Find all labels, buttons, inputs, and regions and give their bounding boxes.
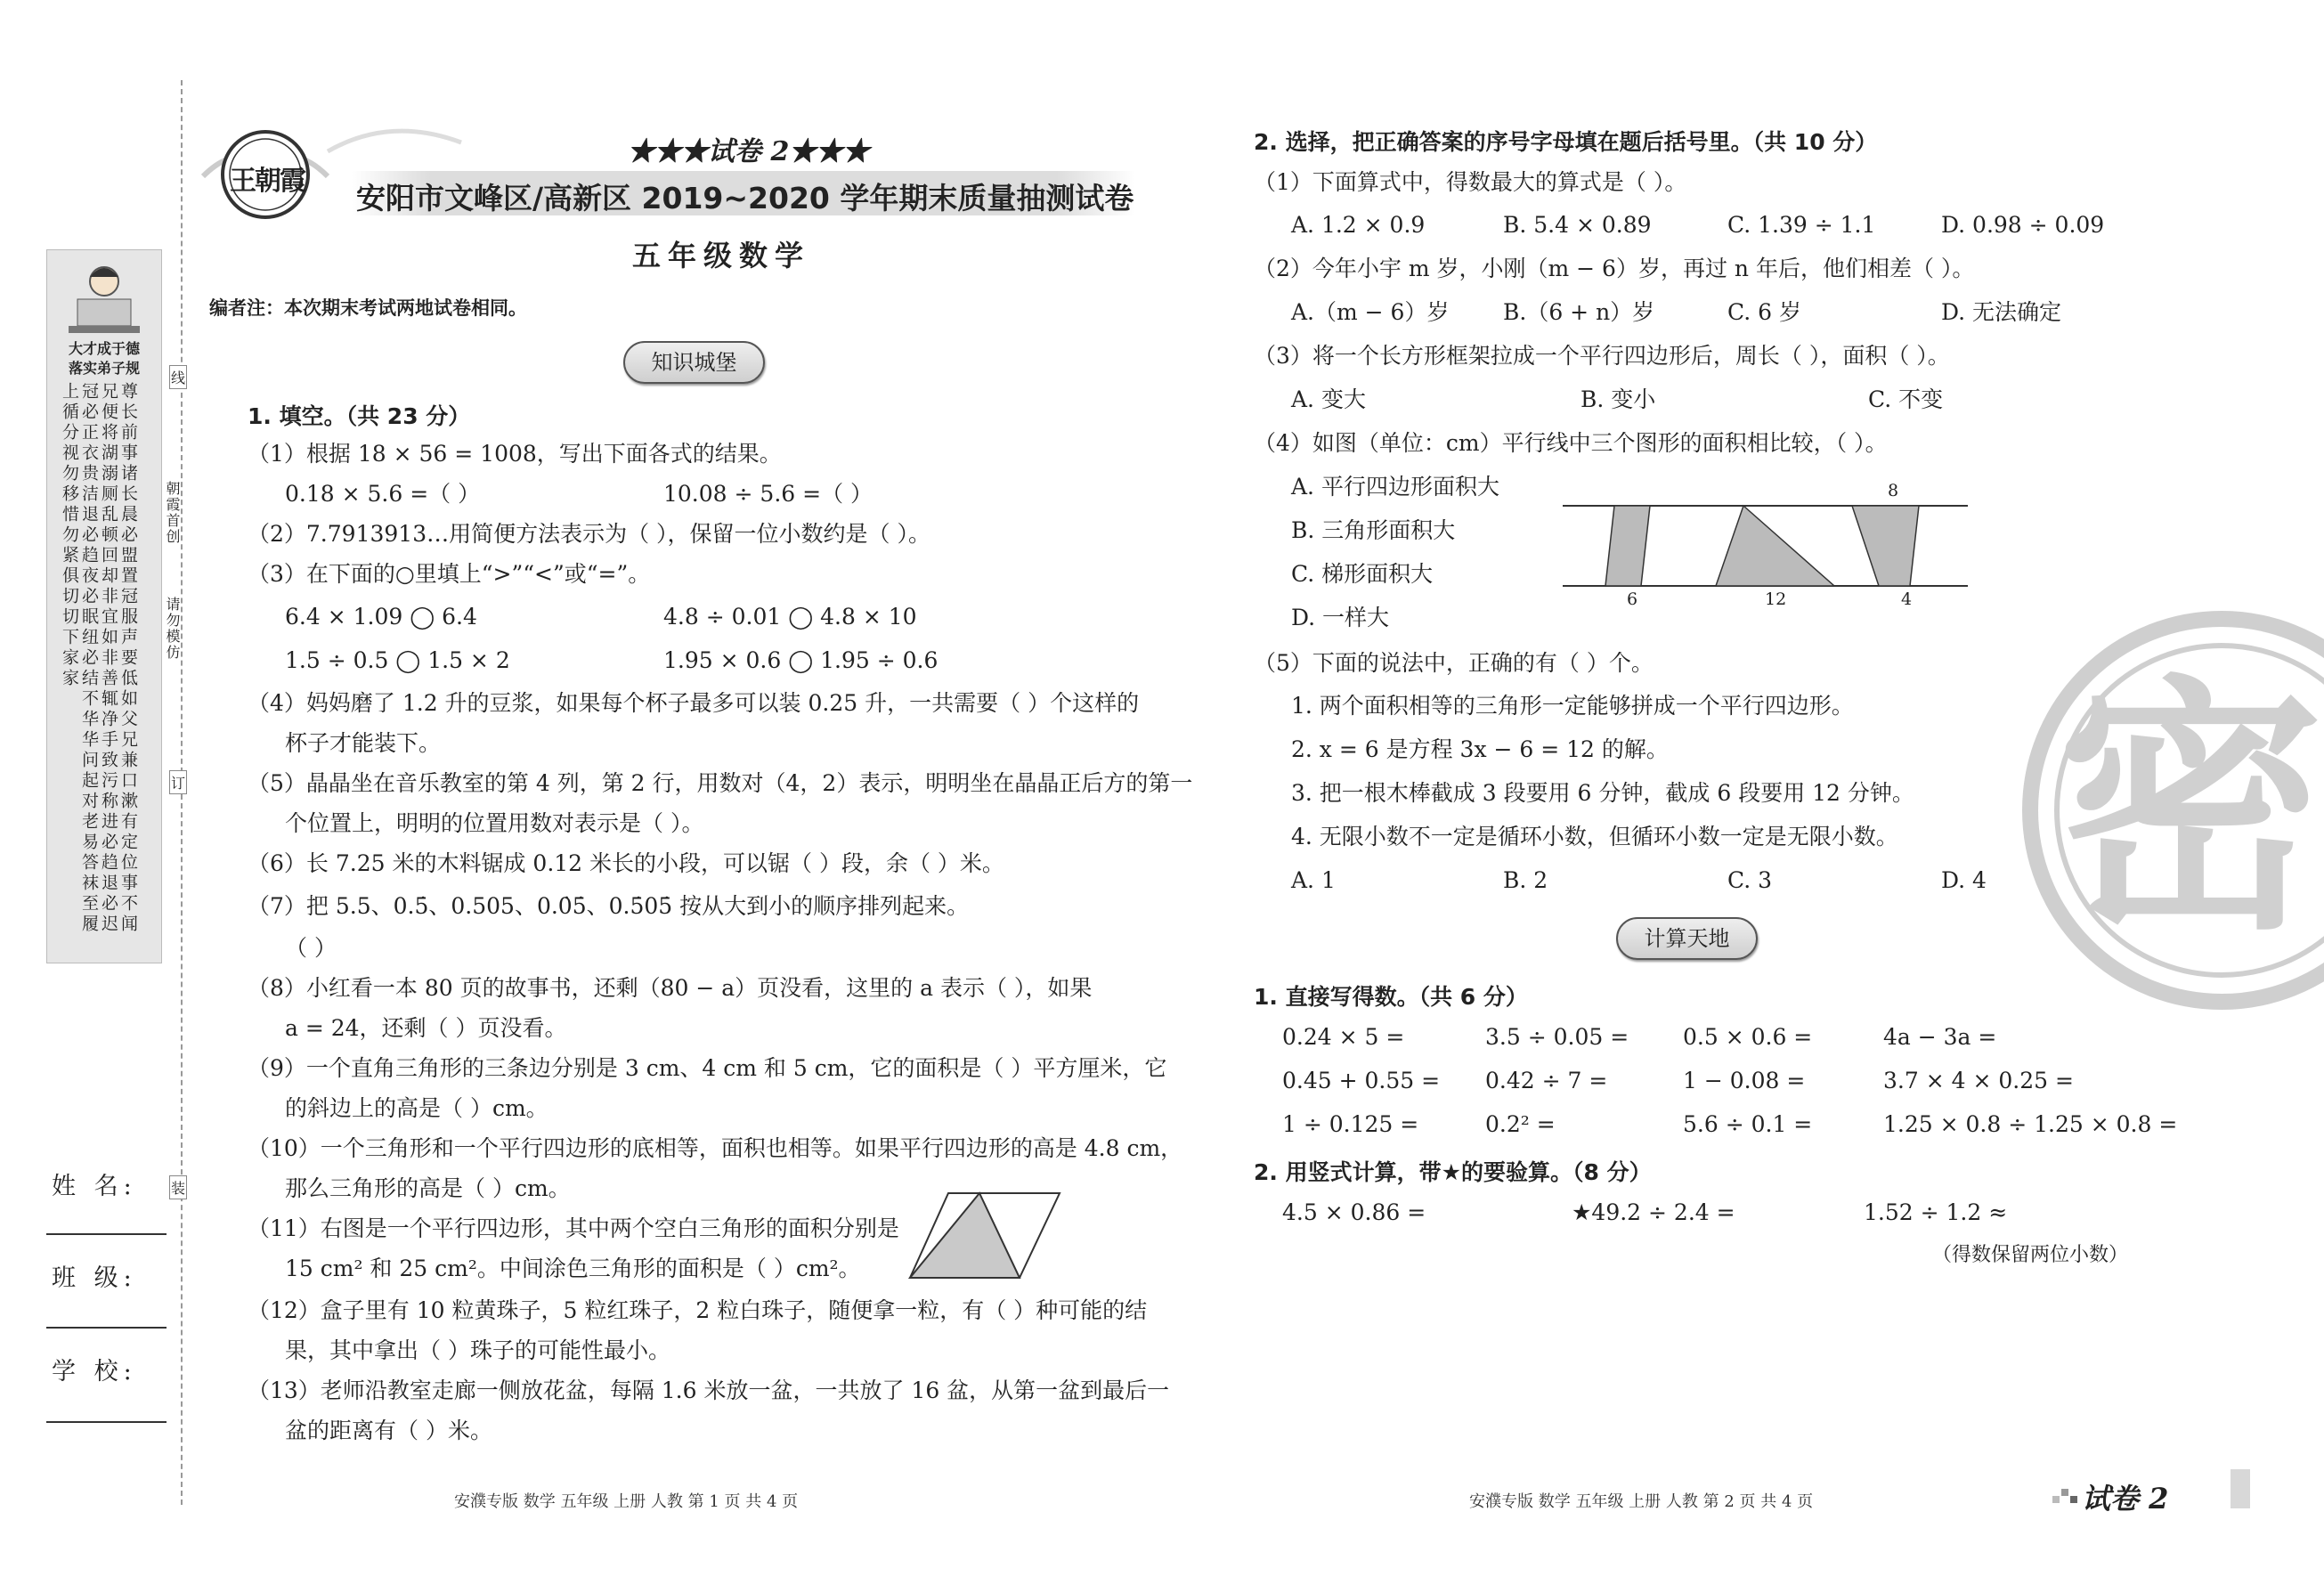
name-field[interactable] bbox=[46, 1233, 167, 1235]
fig-label-8: 8 bbox=[1888, 481, 1899, 500]
vertical-note-1: 朝霞首创 bbox=[164, 481, 181, 545]
c1-r2-b[interactable]: 0.42 ÷ 7 = bbox=[1485, 1068, 1608, 1093]
q1-1: （1）根据 18 × 56 = 1008，写出下面各式的结果。 bbox=[248, 441, 782, 467]
section-pill-knowledge: 知识城堡 bbox=[623, 341, 765, 384]
q1-5: （5）晶晶坐在音乐教室的第 4 列，第 2 行，用数对（4，2）表示，明明坐在晶晶正后方的第一 bbox=[248, 770, 1193, 796]
stamp-character: 密 bbox=[2057, 654, 2324, 965]
c1-r1-d[interactable]: 4a − 3a = bbox=[1883, 1024, 1997, 1050]
banner-line-2: 落实弟子规 bbox=[68, 360, 140, 377]
c2-b[interactable]: ★49.2 ÷ 2.4 = bbox=[1572, 1199, 1735, 1225]
q1-2: （2）7.7913913…用简便方法表示为（ ），保留一位小数约是（ ）。 bbox=[248, 521, 930, 547]
q1-3-d: 1.95 × 0.6 ◯ 1.95 ÷ 0.6 bbox=[663, 647, 939, 673]
q2-1-b[interactable]: B. 5.4 × 0.89 bbox=[1503, 212, 1652, 238]
q2-2-a[interactable]: A.（m − 6）岁 bbox=[1291, 299, 1450, 325]
q1-7-answer[interactable]: （ ） bbox=[285, 935, 337, 961]
main-title: 安阳市文峰区/高新区 2019~2020 学年期末质量抽测试卷 bbox=[356, 181, 1134, 215]
sidebar-panel bbox=[46, 249, 162, 963]
mascot-image bbox=[60, 259, 149, 339]
editor-note: 编者注：本次期末考试两地试卷相同。 bbox=[209, 297, 527, 319]
q2-5-s1: 1. 两个面积相等的三角形一定能够拼成一个平行四边形。 bbox=[1291, 693, 1854, 719]
q1-4: （4）妈妈磨了 1.2 升的豆浆，如果每个杯子最多可以装 0.25 升，一共需要（ ）个这样的 bbox=[248, 690, 1140, 716]
parallel-lines-figure bbox=[1563, 481, 1972, 641]
q2-1-d[interactable]: D. 0.98 ÷ 0.09 bbox=[1941, 212, 2105, 238]
subject-title: 五年级数学 bbox=[632, 239, 811, 272]
q2-1-a[interactable]: A. 1.2 × 0.9 bbox=[1291, 212, 1426, 238]
class-field[interactable] bbox=[46, 1327, 167, 1329]
q2-5-b[interactable]: B. 2 bbox=[1503, 867, 1548, 893]
q1-7: （7）把 5.5、0.5̇、0.505、0.0̇5̇、0.5̇05̇ 按从大到小的顺序排列起来。 bbox=[248, 893, 970, 919]
q1-4-cont: 杯子才能装下。 bbox=[285, 730, 442, 756]
q2-5-d[interactable]: D. 4 bbox=[1941, 867, 1987, 893]
parallelogram-figure bbox=[908, 1189, 1064, 1282]
c1-r3-c[interactable]: 5.6 ÷ 0.1 = bbox=[1683, 1111, 1813, 1137]
q1-13-cont: 盆的距离有（ ）米。 bbox=[285, 1418, 492, 1443]
c1-r3-a[interactable]: 1 ÷ 0.125 = bbox=[1282, 1111, 1419, 1137]
q1-1-b: 10.08 ÷ 5.6 =（ ） bbox=[663, 481, 874, 507]
q2-5-c[interactable]: C. 3 bbox=[1727, 867, 1773, 893]
c1-r2-d[interactable]: 3.7 × 4 × 0.25 = bbox=[1883, 1068, 2074, 1093]
c1-r3-b[interactable]: 0.2² = bbox=[1485, 1111, 1556, 1137]
q2-title: 2. 选择，把正确答案的序号字母填在题后括号里。（共 10 分） bbox=[1254, 129, 1878, 155]
q1-3-b: 4.8 ÷ 0.01 ◯ 4.8 × 10 bbox=[663, 604, 917, 630]
dizigui-column: 尊长前事诸长晨必盟置冠服声要低如父兄兼口漱有定位事不闻兄便将湖溺厕乱顿回却非宜如非善辄净手致污称进必趋退必迟冠必正衣贵洁退必趋夜必眠纽必结不华华问起对老易答袜至履上循分视勿移惜勿紧俱切切下家家 bbox=[60, 382, 138, 935]
q1-3-a: 6.4 × 1.09 ◯ 6.4 bbox=[285, 604, 477, 630]
c1-r1-a[interactable]: 0.24 × 5 = bbox=[1282, 1024, 1405, 1050]
c1-r2-a[interactable]: 0.45 + 0.55 = bbox=[1282, 1068, 1441, 1093]
q1-title: 1. 填空。（共 23 分） bbox=[248, 403, 471, 429]
q1-9: （9）一个直角三角形的三条边分别是 3 cm、4 cm 和 5 cm，它的面积是（ ）平方厘米，它 bbox=[248, 1055, 1167, 1081]
school-label: 学 校: bbox=[52, 1358, 137, 1386]
q2-3-a[interactable]: A. 变大 bbox=[1291, 386, 1366, 412]
dizigui-text bbox=[60, 382, 158, 952]
name-label: 姓 名: bbox=[52, 1173, 137, 1200]
q1-10: （10）一个三角形和一个平行四边形的底相等，面积也相等。如果平行四边形的高是 4.8 cm， bbox=[248, 1135, 1183, 1161]
corner-tab bbox=[2231, 1469, 2250, 1508]
footer-left: 安濮专版 数学 五年级 上册 人教 第 1 页 共 4 页 bbox=[454, 1492, 799, 1511]
q1-8: （8）小红看一本 80 页的故事书，还剩（80 − a）页没看，这里的 a 表示（ ），如果 bbox=[248, 975, 1093, 1001]
q1-11-cont: 15 cm² 和 25 cm²。中间涂色三角形的面积是（ ）cm²。 bbox=[285, 1256, 861, 1281]
c1-r3-d[interactable]: 1.25 × 0.8 ÷ 1.25 × 0.8 = bbox=[1883, 1111, 2178, 1137]
footer-right: 安濮专版 数学 五年级 上册 人教 第 2 页 共 4 页 bbox=[1469, 1492, 1814, 1511]
q1-12-cont: 果，其中拿出（ ）珠子的可能性最小。 bbox=[285, 1337, 670, 1363]
fig-label-6: 6 bbox=[1627, 589, 1638, 609]
cut-mark-3: 装 bbox=[169, 1175, 187, 1199]
vertical-note-2: 请勿模仿 bbox=[164, 597, 181, 661]
c2-a[interactable]: 4.5 × 0.86 = bbox=[1282, 1199, 1426, 1225]
q2-4-c[interactable]: C. 梯形面积大 bbox=[1291, 561, 1434, 587]
q1-10-cont: 那么三角形的高是（ ）cm。 bbox=[285, 1175, 571, 1201]
section-pill-calculation: 计算天地 bbox=[1616, 917, 1758, 960]
fig-label-4: 4 bbox=[1901, 589, 1913, 609]
q1-11: （11）右图是一个平行四边形，其中两个空白三角形的面积分别是 bbox=[248, 1215, 899, 1241]
q2-2-b[interactable]: B.（6 + n）岁 bbox=[1503, 299, 1655, 325]
cut-mark-1: 线 bbox=[169, 365, 187, 389]
q2-4-a[interactable]: A. 平行四边形面积大 bbox=[1291, 474, 1499, 500]
q2-5-s2: 2. x = 6 是方程 3x − 6 = 12 的解。 bbox=[1291, 736, 1669, 762]
q2-5-s3: 3. 把一根木棒截成 3 段要用 6 分钟，截成 6 段要用 12 分钟。 bbox=[1291, 780, 1914, 806]
q2-1: （1）下面算式中，得数最大的算式是（ ）。 bbox=[1254, 169, 1687, 195]
q1-5-cont: 个位置上，明明的位置用数对表示是（ ）。 bbox=[285, 810, 704, 836]
q2-4: （4）如图（单位：cm）平行线中三个图形的面积相比较，（ ）。 bbox=[1254, 430, 1888, 456]
q2-3-c[interactable]: C. 不变 bbox=[1868, 386, 1944, 412]
q1-13: （13）老师沿教室走廊一侧放花盆，每隔 1.6 米放一盆，一共放了 16 盆，从第一盆到最后一 bbox=[248, 1378, 1170, 1403]
q2-3-b[interactable]: B. 变小 bbox=[1580, 386, 1656, 412]
q1-3-c: 1.5 ÷ 0.5 ◯ 1.5 × 2 bbox=[285, 647, 510, 673]
c1-r1-c[interactable]: 0.5 × 0.6 = bbox=[1683, 1024, 1813, 1050]
cut-mark-2: 订 bbox=[169, 770, 187, 794]
c2-title: 2. 用竖式计算，带★的要验算。（8 分） bbox=[1254, 1159, 1652, 1185]
banner-line-1: 大才成于德 bbox=[68, 340, 140, 357]
c1-title: 1. 直接写得数。（共 6 分） bbox=[1254, 984, 1528, 1010]
q1-1-a: 0.18 × 5.6 =（ ） bbox=[285, 481, 481, 507]
q1-8-cont: a = 24，还剩（ ）页没看。 bbox=[285, 1015, 567, 1041]
c2-c[interactable]: 1.52 ÷ 1.2 ≈ bbox=[1864, 1199, 2008, 1225]
q1-6: （6）长 7.25 米的木料锯成 0.12 米长的小段，可以锯（ ）段，余（ ）米。 bbox=[248, 850, 1004, 876]
c1-r1-b[interactable]: 3.5 ÷ 0.05 = bbox=[1485, 1024, 1629, 1050]
q2-2-d[interactable]: D. 无法确定 bbox=[1941, 299, 2062, 325]
corner-squares bbox=[2052, 1485, 2077, 1505]
logo-text: 王朝霞 bbox=[230, 166, 305, 197]
c2-note: （得数保留两位小数） bbox=[1932, 1244, 2129, 1266]
q2-2: （2）今年小宇 m 岁，小刚（m − 6）岁，再过 n 年后，他们相差（ ）。 bbox=[1254, 256, 1975, 281]
school-field[interactable] bbox=[46, 1421, 167, 1423]
q2-1-c[interactable]: C. 1.39 ÷ 1.1 bbox=[1727, 212, 1876, 238]
fig-label-12: 12 bbox=[1765, 589, 1787, 609]
ribbon-decoration bbox=[328, 125, 461, 160]
q2-4-d[interactable]: D. 一样大 bbox=[1291, 605, 1390, 630]
paper-number: ★★★试卷 2★★★ bbox=[628, 136, 870, 167]
q2-5: （5）下面的说法中，正确的有（ ）个。 bbox=[1254, 650, 1654, 676]
q2-5-a[interactable]: A. 1 bbox=[1291, 867, 1336, 893]
q1-3: （3）在下面的○里填上“>”“<”或“=”。 bbox=[248, 561, 651, 587]
q1-9-cont: 的斜边上的高是（ ）cm。 bbox=[285, 1095, 548, 1121]
q2-3: （3）将一个长方形框架拉成一个平行四边形后，周长（ ），面积（ ）。 bbox=[1254, 343, 1950, 369]
q2-2-c[interactable]: C. 6 岁 bbox=[1727, 299, 1801, 325]
q2-4-b[interactable]: B. 三角形面积大 bbox=[1291, 517, 1456, 543]
q1-12: （12）盒子里有 10 粒黄珠子，5 粒红珠子，2 粒白珠子，随便拿一粒，有（ ）种可能的结 bbox=[248, 1297, 1148, 1323]
q2-5-s4: 4. 无限小数不一定是循环小数，但循环小数一定是无限小数。 bbox=[1291, 824, 1898, 849]
class-label: 班 级: bbox=[52, 1264, 137, 1292]
c1-r2-c[interactable]: 1 − 0.08 = bbox=[1683, 1068, 1806, 1093]
corner-label: 试卷 2 bbox=[2082, 1482, 2169, 1516]
